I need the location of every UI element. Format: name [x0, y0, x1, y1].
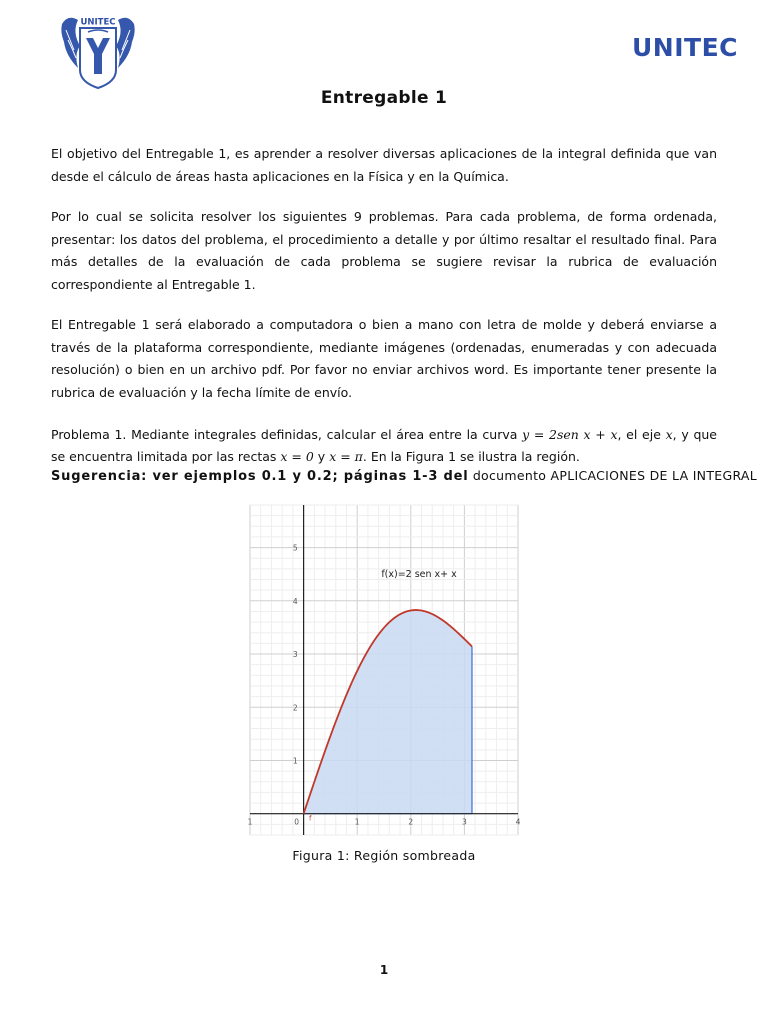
x-tick-label: 1 [354, 817, 360, 827]
figure-caption: Figura 1: Región sombreada [292, 848, 476, 863]
suggestion-bold: Sugerencia: ver ejemplos 0.1 y 0.2; páginas 1-3 del [51, 469, 469, 484]
page-number: 1 [379, 963, 389, 977]
problem-text-5: . En la Figura 1 se ilustra la región. [362, 448, 580, 464]
x-tick-label: 3 [462, 817, 467, 827]
y-tick-label: 3 [292, 650, 298, 660]
y-tick-label: 4 [292, 596, 298, 606]
x-tick-label: 2 [408, 817, 414, 827]
math-upper-bound: x = π [329, 448, 363, 464]
instructions-paragraph: Por lo cual se solicita resolver los siguientes 9 problemas. Para cada problema, de forma ordenada, presentar: los datos del problema, el procedimiento a detalle y por último resaltar el resultado final. Para más detalles de la evaluación de cada problema se sugiere revisar la rubrica de evaluación correspondiente al Entregable 1. [51, 209, 717, 292]
x-tick-label: 4 [515, 817, 521, 827]
suggestion-document: documento APLICACIONES DE LA INTEGRAL [468, 468, 758, 483]
problem-1-statement [51, 424, 717, 467]
figure-1-chart [247, 505, 521, 835]
area-chart-svg [247, 505, 521, 835]
suggestion-line [51, 468, 761, 484]
intro-paragraph: El objetivo del Entregable 1, es aprender a resolver diversas aplicaciones de la integral definida que van desde el cálculo de áreas hasta aplicaciones en la Física y en la Química. [51, 146, 717, 184]
y-tick-label: 5 [292, 543, 298, 553]
unitec-crest-logo [58, 10, 138, 90]
function-label: f(x)=2 sen x+ x [381, 568, 457, 580]
problem-text-4: y [313, 448, 330, 464]
problem-text-3: , y que se encuentra limitada por las rectas [51, 427, 717, 464]
crest-logo-text: UNITEC [80, 17, 116, 28]
problem-text-1: Problema 1. Mediante integrales definidas, calcular el área entre la curva [51, 427, 523, 442]
x-tick-label: 1 [247, 817, 253, 827]
math-function: y = 2sen x + x [522, 427, 618, 442]
math-axis: x [665, 427, 673, 442]
origin-marker: f [308, 814, 312, 823]
x-tick-label: 0 [294, 817, 299, 827]
y-tick-label: 1 [292, 756, 298, 766]
submission-paragraph: El Entregable 1 será elaborado a computadora o bien a mano con letra de molde y deberá enviarse a través de la plataforma correspondiente, mediante imágenes (ordenadas, enumeradas y con adecuada resolución) o bien en un archivo pdf. Por favor no enviar archivos word. Es importante tener presente la rubrica de evaluación y la fecha límite de envío. [51, 317, 717, 400]
y-tick-label: 2 [292, 703, 298, 713]
unitec-wordmark-logo: UNITEC [632, 33, 739, 62]
math-lower-bound: x = 0 [280, 448, 314, 464]
problem-text-2: , el eje [617, 427, 666, 442]
page-title: Entregable 1 [320, 88, 448, 108]
